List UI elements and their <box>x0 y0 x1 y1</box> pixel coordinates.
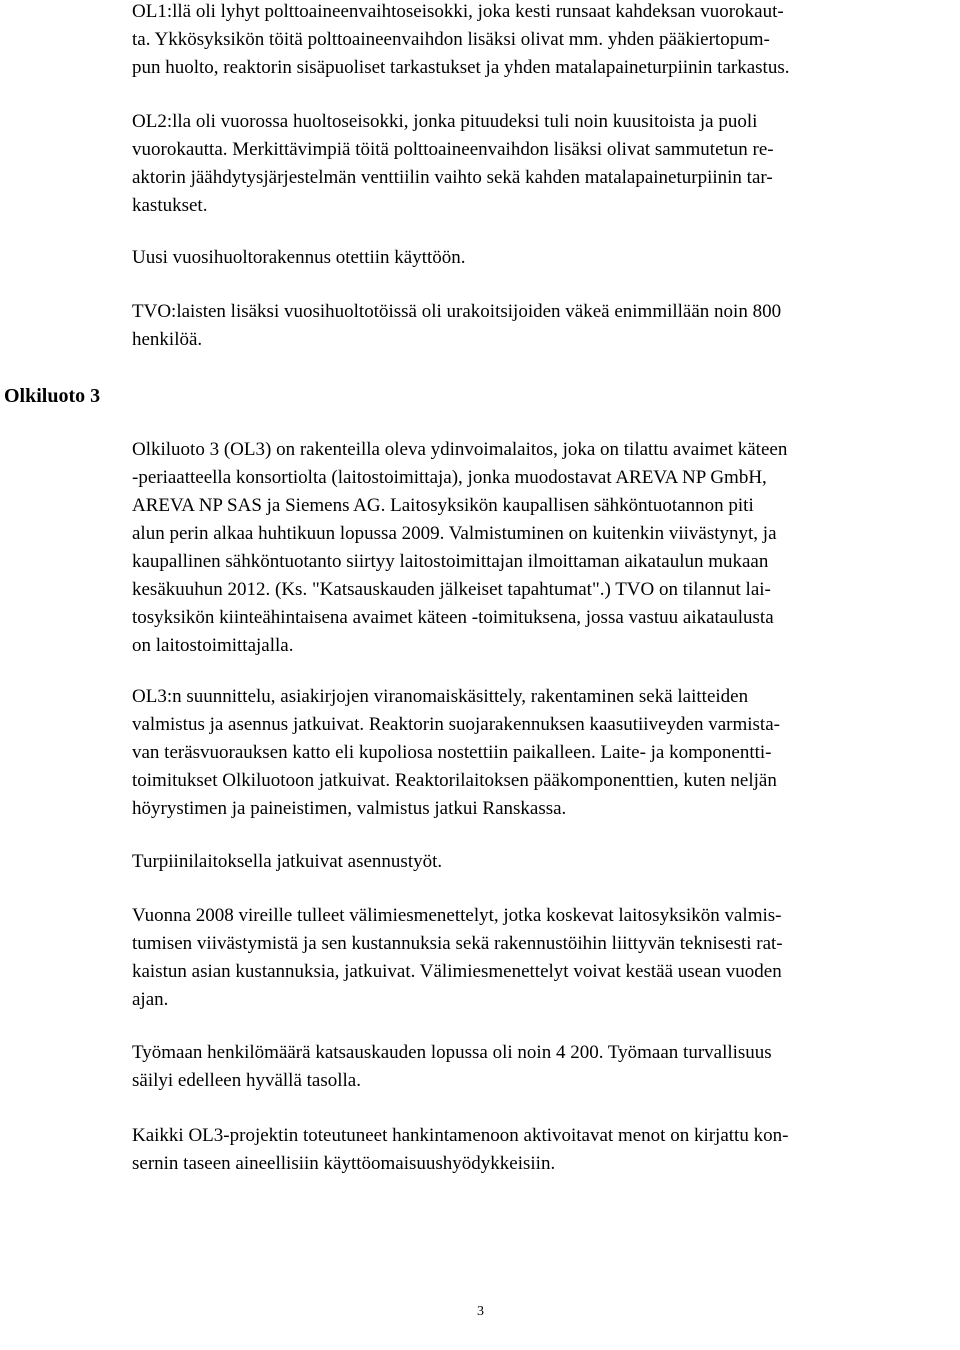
text-line: AREVA NP SAS ja Siemens AG. Laitosyksikön kaupallisen sähköntuotannon piti <box>132 495 754 516</box>
text-line: OL2:lla oli vuorossa huoltoseisokki, jonka pituudeksi tuli noin kuusitoista ja puoli <box>132 111 758 132</box>
ol3-construction-paragraph <box>132 683 958 823</box>
text-line: kaupallinen sähköntuotanto siirtyy laitostoimittajan ilmoittaman aikataulun mukaan <box>132 551 769 572</box>
text-line: alun perin alkaa huhtikuun lopussa 2009. Valmistuminen on kuitenkin viivästynyt, ja <box>132 523 777 544</box>
text-line: OL1:llä oli lyhyt polttoaineenvaihtoseisokki, joka kesti runsaat kahdeksan vuorokaut- <box>132 1 784 22</box>
section-heading-olkiluoto-3: Olkiluoto 3 <box>4 385 101 407</box>
ol3-costs-paragraph <box>132 1122 958 1178</box>
text-line: -periaatteella konsortiolta (laitostoimittaja), jonka muodostavat AREVA NP GmbH, <box>132 467 767 488</box>
text-line: ajan. <box>132 989 169 1010</box>
ol3-arbitration-paragraph <box>132 902 958 1014</box>
text-line: kesäkuuhun 2012. (Ks. "Katsauskauden jälkeiset tapahtumat".) TVO on tilannut lai- <box>132 579 771 600</box>
text-line: Turpiinilaitoksella jatkuivat asennustyöt. <box>132 851 443 872</box>
text-line: valmistus ja asennus jatkuivat. Reaktorin suojarakennuksen kaasutiiveyden varmista- <box>132 714 780 735</box>
text-line: Työmaan henkilömäärä katsauskauden lopussa oli noin 4 200. Työmaan turvallisuus <box>132 1042 772 1063</box>
text-line: tosyksikön kiinteähintaisena avaimet käteen -toimituksena, jossa vastuu aikataulusta <box>132 607 774 628</box>
text-line: TVO:laisten lisäksi vuosihuoltotöissä oli urakoitsijoiden väkeä enimmillään noin 800 <box>132 301 782 322</box>
text-line: OL3:n suunnittelu, asiakirjojen viranomaiskäsittely, rakentaminen sekä laitteiden <box>132 686 749 707</box>
text-line: toimitukset Olkiluotoon jatkuivat. Reaktorilaitoksen pääkomponenttien, kuten neljän <box>132 770 777 791</box>
ol3-turbine-paragraph <box>132 848 958 876</box>
text-line: van teräsvuorauksen katto eli kupoliosa nostettiin paikalleen. Laite- ja komponentti- <box>132 742 772 763</box>
ol1-paragraph <box>132 0 958 82</box>
maintenance-building-paragraph <box>132 244 958 272</box>
text-line: pun huolto, reaktorin sisäpuoliset tarkastukset ja yhden matalapaineturpiinin tarkastus. <box>132 57 790 78</box>
ol3-workforce-paragraph <box>132 1039 958 1095</box>
text-line: kaistun asian kustannuksia, jatkuivat. Välimiesmenettelyt voivat kestää usean vuoden <box>132 961 782 982</box>
text-line: Uusi vuosihuoltorakennus otettiin käyttöön. <box>132 247 466 268</box>
text-line: Vuonna 2008 vireille tulleet välimiesmenettelyt, jotka koskevat laitosyksikön valmis- <box>132 905 782 926</box>
text-line: Olkiluoto 3 (OL3) on rakenteilla oleva ydinvoimalaitos, joka on tilattu avaimet käteen <box>132 439 788 460</box>
contractors-paragraph <box>132 298 958 354</box>
text-line: Kaikki OL3-projektin toteutuneet hankintamenoon aktivoitavat menot on kirjattu kon- <box>132 1125 789 1146</box>
text-line: vuorokautta. Merkittävimpiä töitä polttoaineenvaihdon lisäksi olivat sammutetun re- <box>132 139 774 160</box>
text-line: sernin taseen aineellisiin käyttöomaisuushyödykkeisiin. <box>132 1153 556 1174</box>
ol3-intro-paragraph <box>132 436 958 660</box>
text-line: henkilöä. <box>132 329 203 350</box>
text-line: on laitostoimittajalla. <box>132 635 294 656</box>
text-line: säilyi edelleen hyvällä tasolla. <box>132 1070 361 1091</box>
text-line: höyrystimen ja paineistimen, valmistus jatkui Ranskassa. <box>132 798 567 819</box>
text-line: aktorin jäähdytysjärjestelmän venttiilin vaihto sekä kahden matalapaineturpiinin tar- <box>132 167 773 188</box>
page-number: 3 <box>477 1304 484 1319</box>
text-line: ta. Ykkösyksikön töitä polttoaineenvaihdon lisäksi olivat mm. yhden pääkiertopum- <box>132 29 770 50</box>
text-line: tumisen viivästymistä ja sen kustannuksia sekä rakennustöihin liittyvän teknisesti rat- <box>132 933 783 954</box>
ol2-paragraph <box>132 108 958 220</box>
text-line: kastukset. <box>132 195 208 216</box>
